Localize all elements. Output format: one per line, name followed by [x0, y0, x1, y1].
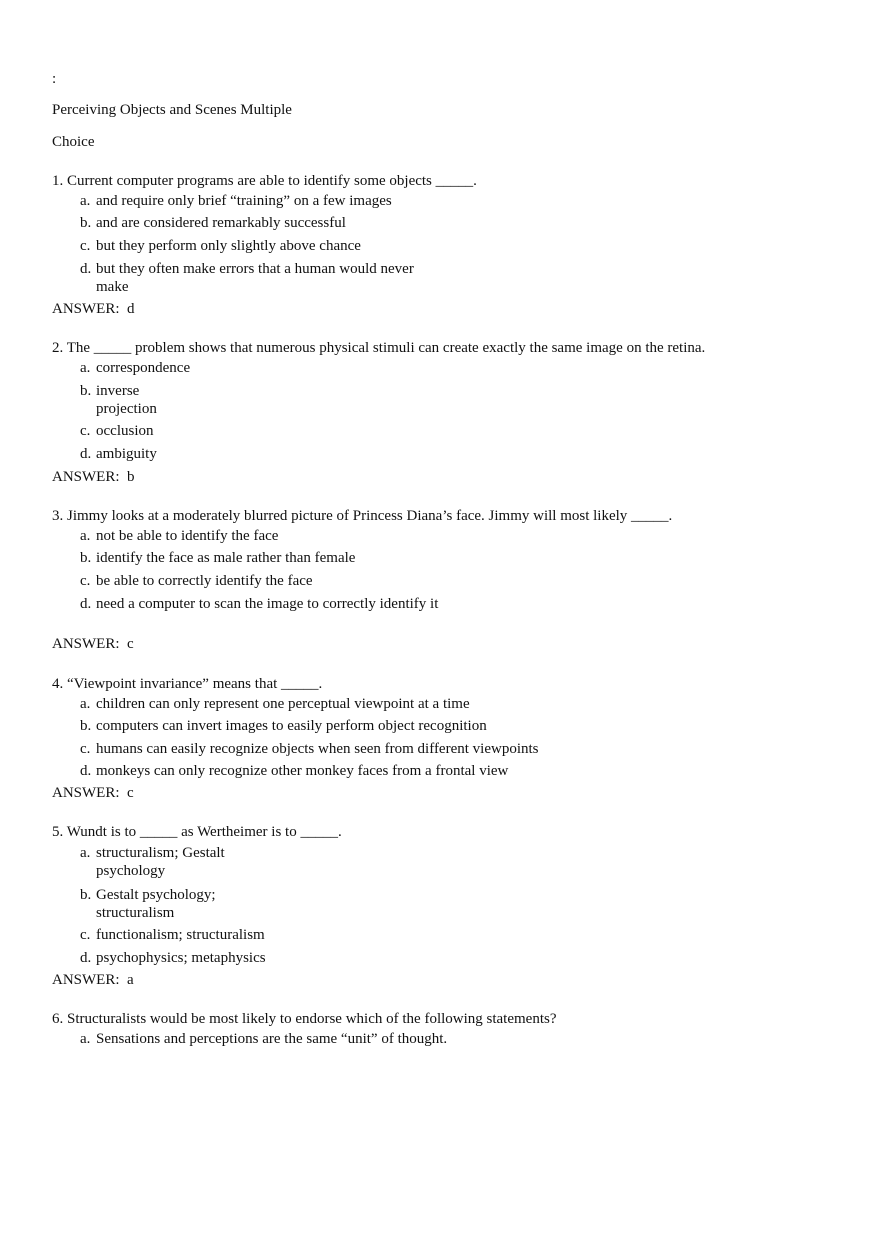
option-text: Sensations and perceptions are the same “unit” of thought.	[96, 1031, 448, 1047]
answer-line	[52, 635, 134, 653]
option-letter: d.	[80, 763, 92, 779]
option-letter: a.	[80, 696, 91, 712]
option-c	[80, 237, 456, 255]
option-text: be able to correctly identify the face	[96, 573, 313, 589]
option-text: but they often make errors that a human would never make	[96, 261, 414, 295]
option-a	[80, 844, 246, 880]
option-b	[80, 886, 246, 922]
option-letter: c.	[80, 927, 91, 943]
answer-line	[52, 971, 134, 989]
option-letter: d.	[80, 446, 92, 462]
answer-value: c	[127, 785, 134, 801]
option-c	[80, 422, 456, 440]
option-text: children can only represent one perceptual viewpoint at a time	[96, 696, 470, 712]
option-letter: c.	[80, 238, 91, 254]
option-text: not be able to identify the face	[96, 528, 279, 544]
option-d	[80, 445, 456, 463]
option-letter: c.	[80, 423, 91, 439]
answer-label: ANSWER:	[52, 301, 120, 317]
option-text: and are considered remarkably successful	[96, 215, 346, 231]
answer-line	[52, 468, 135, 486]
option-c	[80, 572, 456, 590]
option-d	[80, 949, 456, 967]
option-d	[80, 762, 576, 780]
option-d	[80, 595, 451, 613]
question-stem: 3. Jimmy looks at a moderately blurred picture of Princess Diana’s face. Jimmy will most likely _____.	[52, 508, 673, 524]
option-a	[80, 359, 456, 377]
option-text: humans can easily recognize objects when seen from different viewpoints	[96, 741, 539, 757]
option-letter: b.	[80, 383, 92, 399]
option-text: inverse projection	[96, 383, 157, 417]
option-letter: d.	[80, 596, 92, 612]
option-letter: d.	[80, 261, 92, 277]
option-text: monkeys can only recognize other monkey faces from a frontal view	[96, 763, 509, 779]
option-text: ambiguity	[96, 446, 157, 462]
option-text: but they perform only slightly above chance	[96, 238, 361, 254]
option-b	[80, 549, 456, 567]
header-mark: :	[52, 71, 57, 87]
option-letter: b.	[80, 718, 92, 734]
option-a	[80, 1030, 576, 1048]
option-letter: d.	[80, 950, 92, 966]
option-text: structuralism; Gestalt psychology	[96, 845, 225, 879]
question-stem: 2. The _____ problem shows that numerous physical stimuli can create exactly the same image on the retina.	[52, 340, 706, 356]
answer-value: d	[127, 301, 135, 317]
option-letter: a.	[80, 1031, 91, 1047]
option-a	[80, 695, 576, 713]
option-letter: b.	[80, 215, 92, 231]
question-stem: 4. “Viewpoint invariance” means that _____.	[52, 676, 323, 692]
option-text: functionalism; structuralism	[96, 927, 265, 943]
answer-value: c	[127, 636, 134, 652]
option-letter: c.	[80, 573, 91, 589]
option-letter: a.	[80, 360, 91, 376]
option-letter: a.	[80, 528, 91, 544]
option-letter: b.	[80, 887, 92, 903]
option-b	[80, 214, 456, 232]
option-text: psychophysics; metaphysics	[96, 950, 266, 966]
option-b	[80, 382, 176, 418]
question-stem: 1. Current computer programs are able to identify some objects _____.	[52, 173, 477, 189]
option-letter: c.	[80, 741, 91, 757]
answer-line	[52, 784, 134, 802]
option-c	[80, 740, 576, 758]
answer-line	[52, 300, 135, 318]
answer-label: ANSWER:	[52, 636, 120, 652]
option-d	[80, 260, 441, 296]
question-stem: 5. Wundt is to _____ as Wertheimer is to _____.	[52, 824, 342, 840]
option-text: identify the face as male rather than female	[96, 550, 356, 566]
option-text: and require only brief “training” on a few images	[96, 193, 392, 209]
option-b	[80, 717, 576, 735]
option-letter: b.	[80, 550, 92, 566]
option-text: correspondence	[96, 360, 191, 376]
option-a	[80, 527, 456, 545]
option-c	[80, 926, 456, 944]
answer-value: b	[127, 469, 135, 485]
answer-value: a	[127, 972, 134, 988]
answer-label: ANSWER:	[52, 785, 120, 801]
option-text: occlusion	[96, 423, 154, 439]
option-letter: a.	[80, 193, 91, 209]
option-text: need a computer to scan the image to correctly identify it	[96, 596, 439, 612]
document-title-continued: Choice	[52, 134, 95, 150]
answer-label: ANSWER:	[52, 469, 120, 485]
option-text: computers can invert images to easily perform object recognition	[96, 718, 487, 734]
question-stem: 6. Structuralists would be most likely to endorse which of the following statements?	[52, 1011, 557, 1027]
option-text: Gestalt psychology; structuralism	[96, 887, 216, 921]
document-title: Perceiving Objects and Scenes Multiple	[52, 102, 292, 118]
option-a	[80, 192, 456, 210]
option-letter: a.	[80, 845, 91, 861]
answer-label: ANSWER:	[52, 972, 120, 988]
